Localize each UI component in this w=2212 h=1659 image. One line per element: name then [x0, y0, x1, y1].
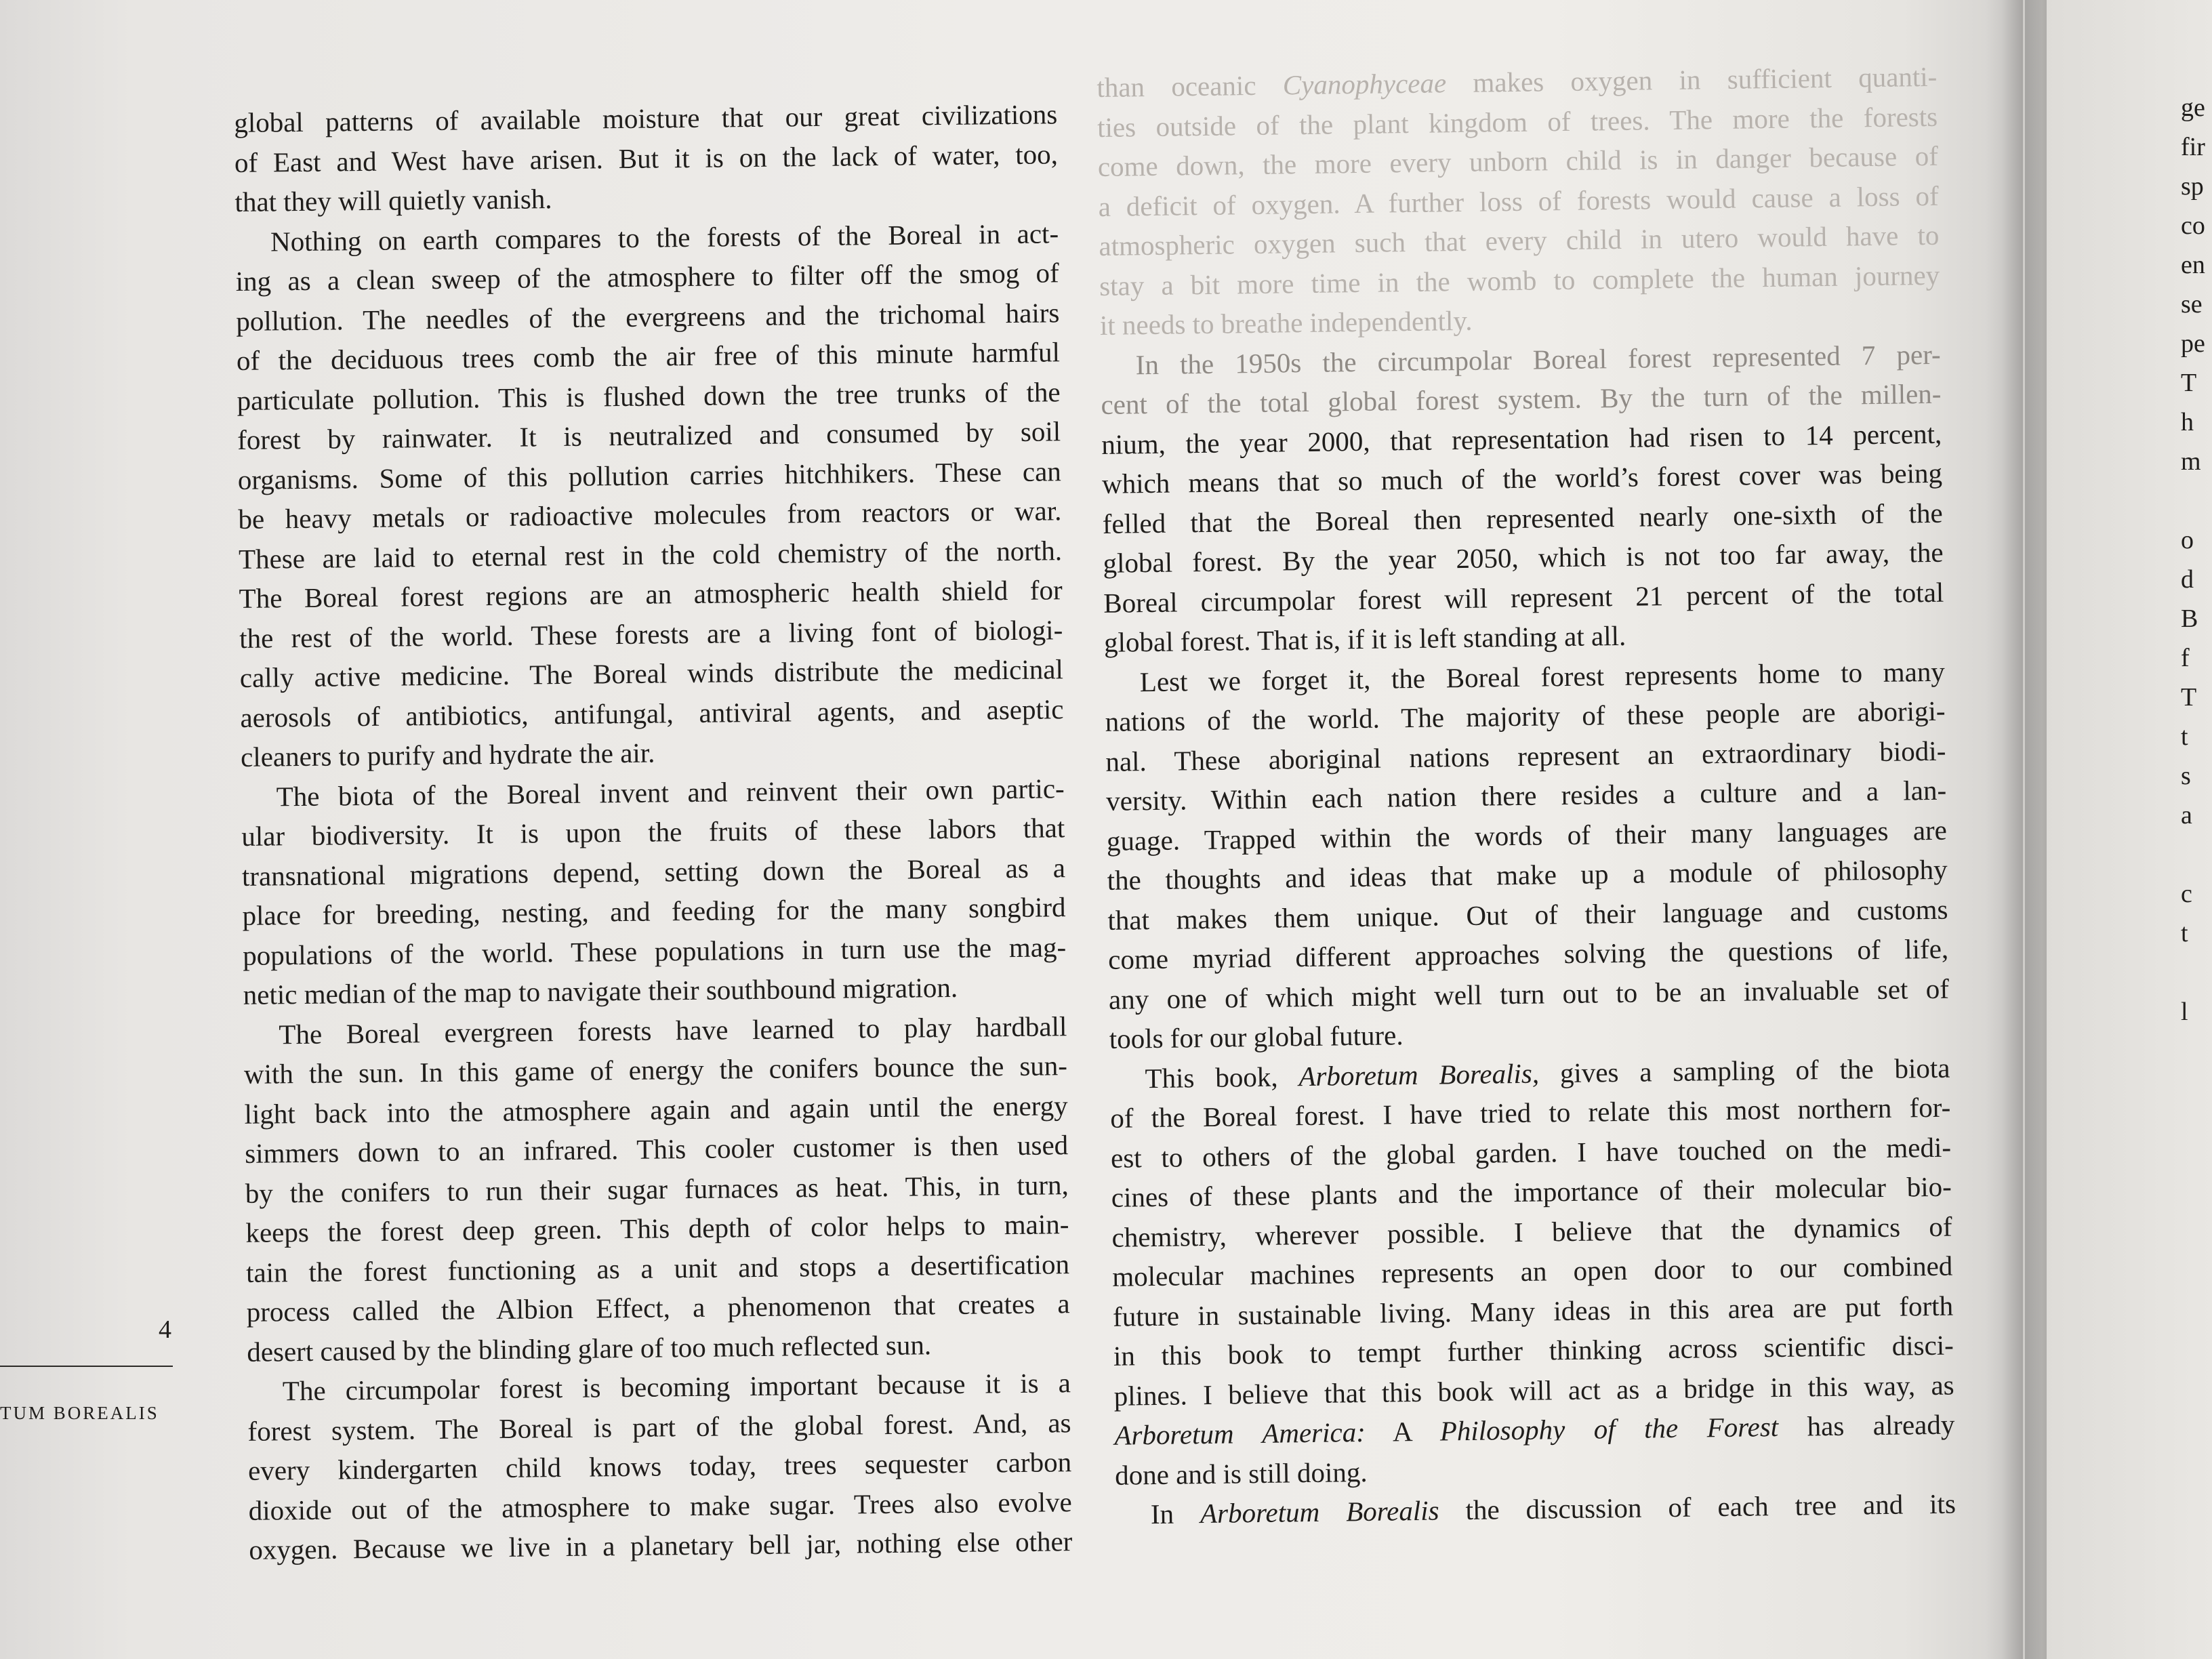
text-line: global patterns of available moisture that our great civilizations	[234, 98, 1058, 138]
text-line: with the sun. In this game of energy the conifers bounce the sun-	[243, 1050, 1068, 1090]
right-page-fragment	[2181, 953, 2205, 992]
right-page-fragment: c	[2181, 880, 2192, 908]
right-page-fragment: t	[2181, 722, 2188, 751]
text-line: stay a bit more time in the womb to complete the human journey	[1099, 259, 1940, 302]
text-span: makes oxygen in sufficient quanti-	[1446, 60, 1938, 99]
right-page-fragment	[2181, 835, 2205, 874]
text-line: the rest of the world. These forests are a living font of biologi-	[239, 613, 1063, 654]
right-page-fragment: pe	[2181, 329, 2205, 358]
text-line: every kindergarten child knows today, trees sequester carbon	[247, 1446, 1072, 1486]
text-line: These are laid to eternal rest in the cold chemistry of the north.	[238, 534, 1063, 575]
text-line: nium, the year 2000, that representation had risen to 14 percent,	[1101, 417, 1942, 460]
text-line: that makes them unique. Out of their language and customs	[1107, 893, 1948, 936]
text-line: The Boreal evergreen forests have learned to play hardball	[279, 1010, 1067, 1050]
text-span: A	[1365, 1415, 1441, 1448]
text-line: light back into the atmosphere again and again until the energy	[244, 1089, 1068, 1130]
text-line: come down, the more every unborn child is in danger because of	[1097, 140, 1939, 182]
text-line: ing as a clean sweep of the atmosphere to filter off the smog of	[235, 257, 1059, 297]
facing-page-edge	[2023, 0, 2025, 1659]
italic-title: Cyanophyceae	[1282, 67, 1447, 101]
middle-text-column	[1097, 57, 1956, 1535]
text-line: netic median of the map to navigate their southbound migration.	[243, 971, 958, 1010]
right-page-fragment: h	[2181, 408, 2194, 436]
text-line: of the deciduous trees comb the air free of this minute harmful	[236, 336, 1061, 376]
right-page-fragment: s	[2181, 762, 2191, 790]
text-line: simmers down to an infrared. This cooler customer is then used	[244, 1129, 1069, 1169]
text-line: in this book to tempt further thinking across scientific disci-	[1113, 1329, 1954, 1372]
italic-title: Philosophy of the Forest	[1439, 1411, 1779, 1447]
text-span: the discussion of each tree and its	[1439, 1488, 1957, 1526]
italic-title: Arboretum America:	[1114, 1416, 1366, 1451]
right-page-fragment: l	[2181, 998, 2188, 1026]
right-page-fragment	[2181, 1031, 2205, 1071]
right-page-fragment: f	[2181, 644, 2190, 672]
right-page-fragment: a	[2181, 801, 2192, 830]
text-line: place for breeding, nesting, and feeding for the many songbird	[242, 891, 1066, 931]
italic-title: Arboretum Borealis,	[1298, 1057, 1540, 1092]
text-line: it needs to breathe independently.	[1099, 304, 1473, 341]
text-line: forest system. The Boreal is part of the global forest. And, as	[247, 1406, 1071, 1447]
right-page-fragments	[2181, 88, 2205, 1071]
text-line: molecular machines represents an open door to our combined	[1112, 1250, 1953, 1292]
text-line: felled that the Boreal then represented nearly one-sixth of the	[1102, 497, 1943, 539]
text-line: cines of these plants and the importance of their molecular bio-	[1111, 1170, 1952, 1213]
text-line: cent of the total global forest system. By the turn of the millen-	[1101, 377, 1942, 420]
text-line: tools for our global future.	[1109, 1019, 1404, 1054]
text-line: Boreal circumpolar forest will represent 21 percent of the total	[1103, 576, 1944, 619]
right-page-fragment: se	[2181, 290, 2203, 319]
text-line: Lest we forget it, the Boreal forest represents home to many	[1139, 655, 1946, 697]
text-line: nal. These aboriginal nations represent an extraordinary biodi-	[1105, 735, 1946, 777]
running-head: TUM BOREALIS	[0, 1403, 159, 1423]
text-span: In	[1150, 1498, 1201, 1530]
right-page-fragment: T	[2181, 683, 2197, 712]
right-page-fragment: en	[2181, 251, 2205, 279]
text-line: plines. I believe that this book will act as a bridge in this way, as	[1113, 1369, 1954, 1412]
text-line: The circumpolar forest is becoming important because it is a	[282, 1367, 1071, 1407]
text-line: global forest. By the year 2050, which is not too far away, the	[1103, 536, 1944, 579]
text-line: est to others of the global garden. I have touched on the medi-	[1110, 1131, 1952, 1174]
text-line: done and is still doing.	[1114, 1456, 1368, 1491]
text-line: guage. Trapped within the words of their many languages are	[1106, 814, 1948, 857]
left-text-column	[234, 94, 1073, 1570]
folio-rule	[0, 1366, 173, 1367]
text-line: desert caused by the blinding glare of too much reflected sun.	[247, 1328, 932, 1368]
page-number: 4	[159, 1315, 171, 1344]
text-line: versity. Within each nation there resides a culture and a lan-	[1105, 774, 1947, 817]
text-line: The Boreal forest regions are an atmospheric health shield for	[239, 574, 1063, 614]
text-line: any one of which might well turn out to be an invaluable set of	[1108, 972, 1950, 1015]
text-span: gives a sampling of the biota	[1538, 1052, 1950, 1089]
text-line: of East and West have arisen. But it is on the lack of water, too,	[234, 138, 1059, 178]
text-line: The biota of the Boreal invent and reinvent their own partic-	[276, 772, 1065, 812]
right-page-fragment: d	[2181, 565, 2194, 594]
text-line: pollution. The needles of the evergreens and the trichomal hairs	[236, 296, 1060, 337]
text-line: organisms. Some of this pollution carries hitchhikers. These can	[237, 455, 1061, 495]
right-page-fragment: ge	[2181, 94, 2205, 122]
right-page-fragment: T	[2181, 369, 2197, 397]
text-line: come myriad different approaches solving the questions of life,	[1107, 933, 1949, 975]
text-line: aerosols of antibiotics, antifungal, antiviral agents, and aseptic	[240, 693, 1064, 733]
right-page-fragment: co	[2181, 211, 2205, 240]
right-page-fragment: t	[2181, 919, 2188, 947]
text-line: be heavy metals or radioactive molecules from reactors or war.	[238, 495, 1062, 535]
text-line: that they will quietly vanish.	[234, 183, 552, 218]
page-gutter-shadow	[1986, 0, 2047, 1659]
text-line: atmospheric oxygen such that every child in utero would have to	[1099, 219, 1940, 262]
text-line: keeps the forest deep green. This depth of color helps to main-	[245, 1208, 1069, 1248]
right-page-fragment: B	[2181, 605, 2198, 633]
text-line: future in sustainable living. Many ideas in this area are put forth	[1112, 1290, 1954, 1332]
text-line: tain the forest functioning as a unit and stops a desertification	[245, 1248, 1070, 1288]
text-line: oxygen. Because we live in a planetary bell jar, nothing else other	[249, 1525, 1073, 1565]
text-line: Nothing on earth compares to the forests of the Boreal in act-	[270, 217, 1059, 257]
right-page-fragment: sp	[2181, 172, 2204, 201]
text-line: ties outside of the plant kingdom of trees. The more the forests	[1097, 100, 1938, 143]
text-span: This book,	[1145, 1060, 1299, 1094]
right-page-fragment: fir	[2181, 133, 2205, 161]
right-page-fragment: m	[2181, 447, 2201, 476]
text-line: chemistry, wherever possible. I believe that the dynamics of	[1111, 1210, 1952, 1253]
text-line: dioxide out of the atmosphere to make sugar. Trees also evolve	[248, 1486, 1072, 1526]
text-line: global forest. That is, if it is left standing at all.	[1103, 619, 1626, 658]
right-page-fragment	[2181, 481, 2205, 520]
text-line: cleaners to purify and hydrate the air.	[240, 737, 655, 773]
text-line: ular biodiversity. It is upon the fruits of these labors that	[241, 812, 1065, 852]
text-line: transnational migrations depend, setting down the Boreal as a	[241, 851, 1066, 892]
text-line: the thoughts and ideas that make up a module of philosophy	[1107, 853, 1948, 896]
text-line: In the 1950s the circumpolar Boreal forest represented 7 per-	[1135, 338, 1941, 380]
text-line: populations of the world. These populations in turn use the mag-	[242, 930, 1067, 971]
text-line: particulate pollution. This is flushed down the tree trunks of the	[237, 375, 1061, 416]
text-span: has already	[1778, 1408, 1955, 1442]
text-line: by the conifers to run their sugar furnaces as heat. This, in turn,	[245, 1168, 1069, 1209]
text-line: cally active medicine. The Boreal winds distribute the medicinal	[239, 653, 1064, 693]
text-line: of the Boreal forest. I have tried to relate this most northern for-	[1109, 1091, 1951, 1134]
text-span: than oceanic	[1097, 69, 1284, 103]
text-line: process called the Albion Effect, a phenomenon that creates a	[246, 1288, 1070, 1328]
text-line: which means that so much of the world’s forest cover was being	[1101, 457, 1943, 499]
text-line: nations of the world. The majority of these people are aborigi-	[1105, 695, 1946, 737]
italic-title: Arboretum Borealis	[1200, 1494, 1439, 1530]
text-line: forest by rainwater. It is neutralized and consumed by soil	[237, 415, 1061, 455]
text-line: a deficit of oxygen. A further loss of forests would cause a loss of	[1098, 180, 1939, 222]
right-page-fragment: o	[2181, 526, 2194, 554]
